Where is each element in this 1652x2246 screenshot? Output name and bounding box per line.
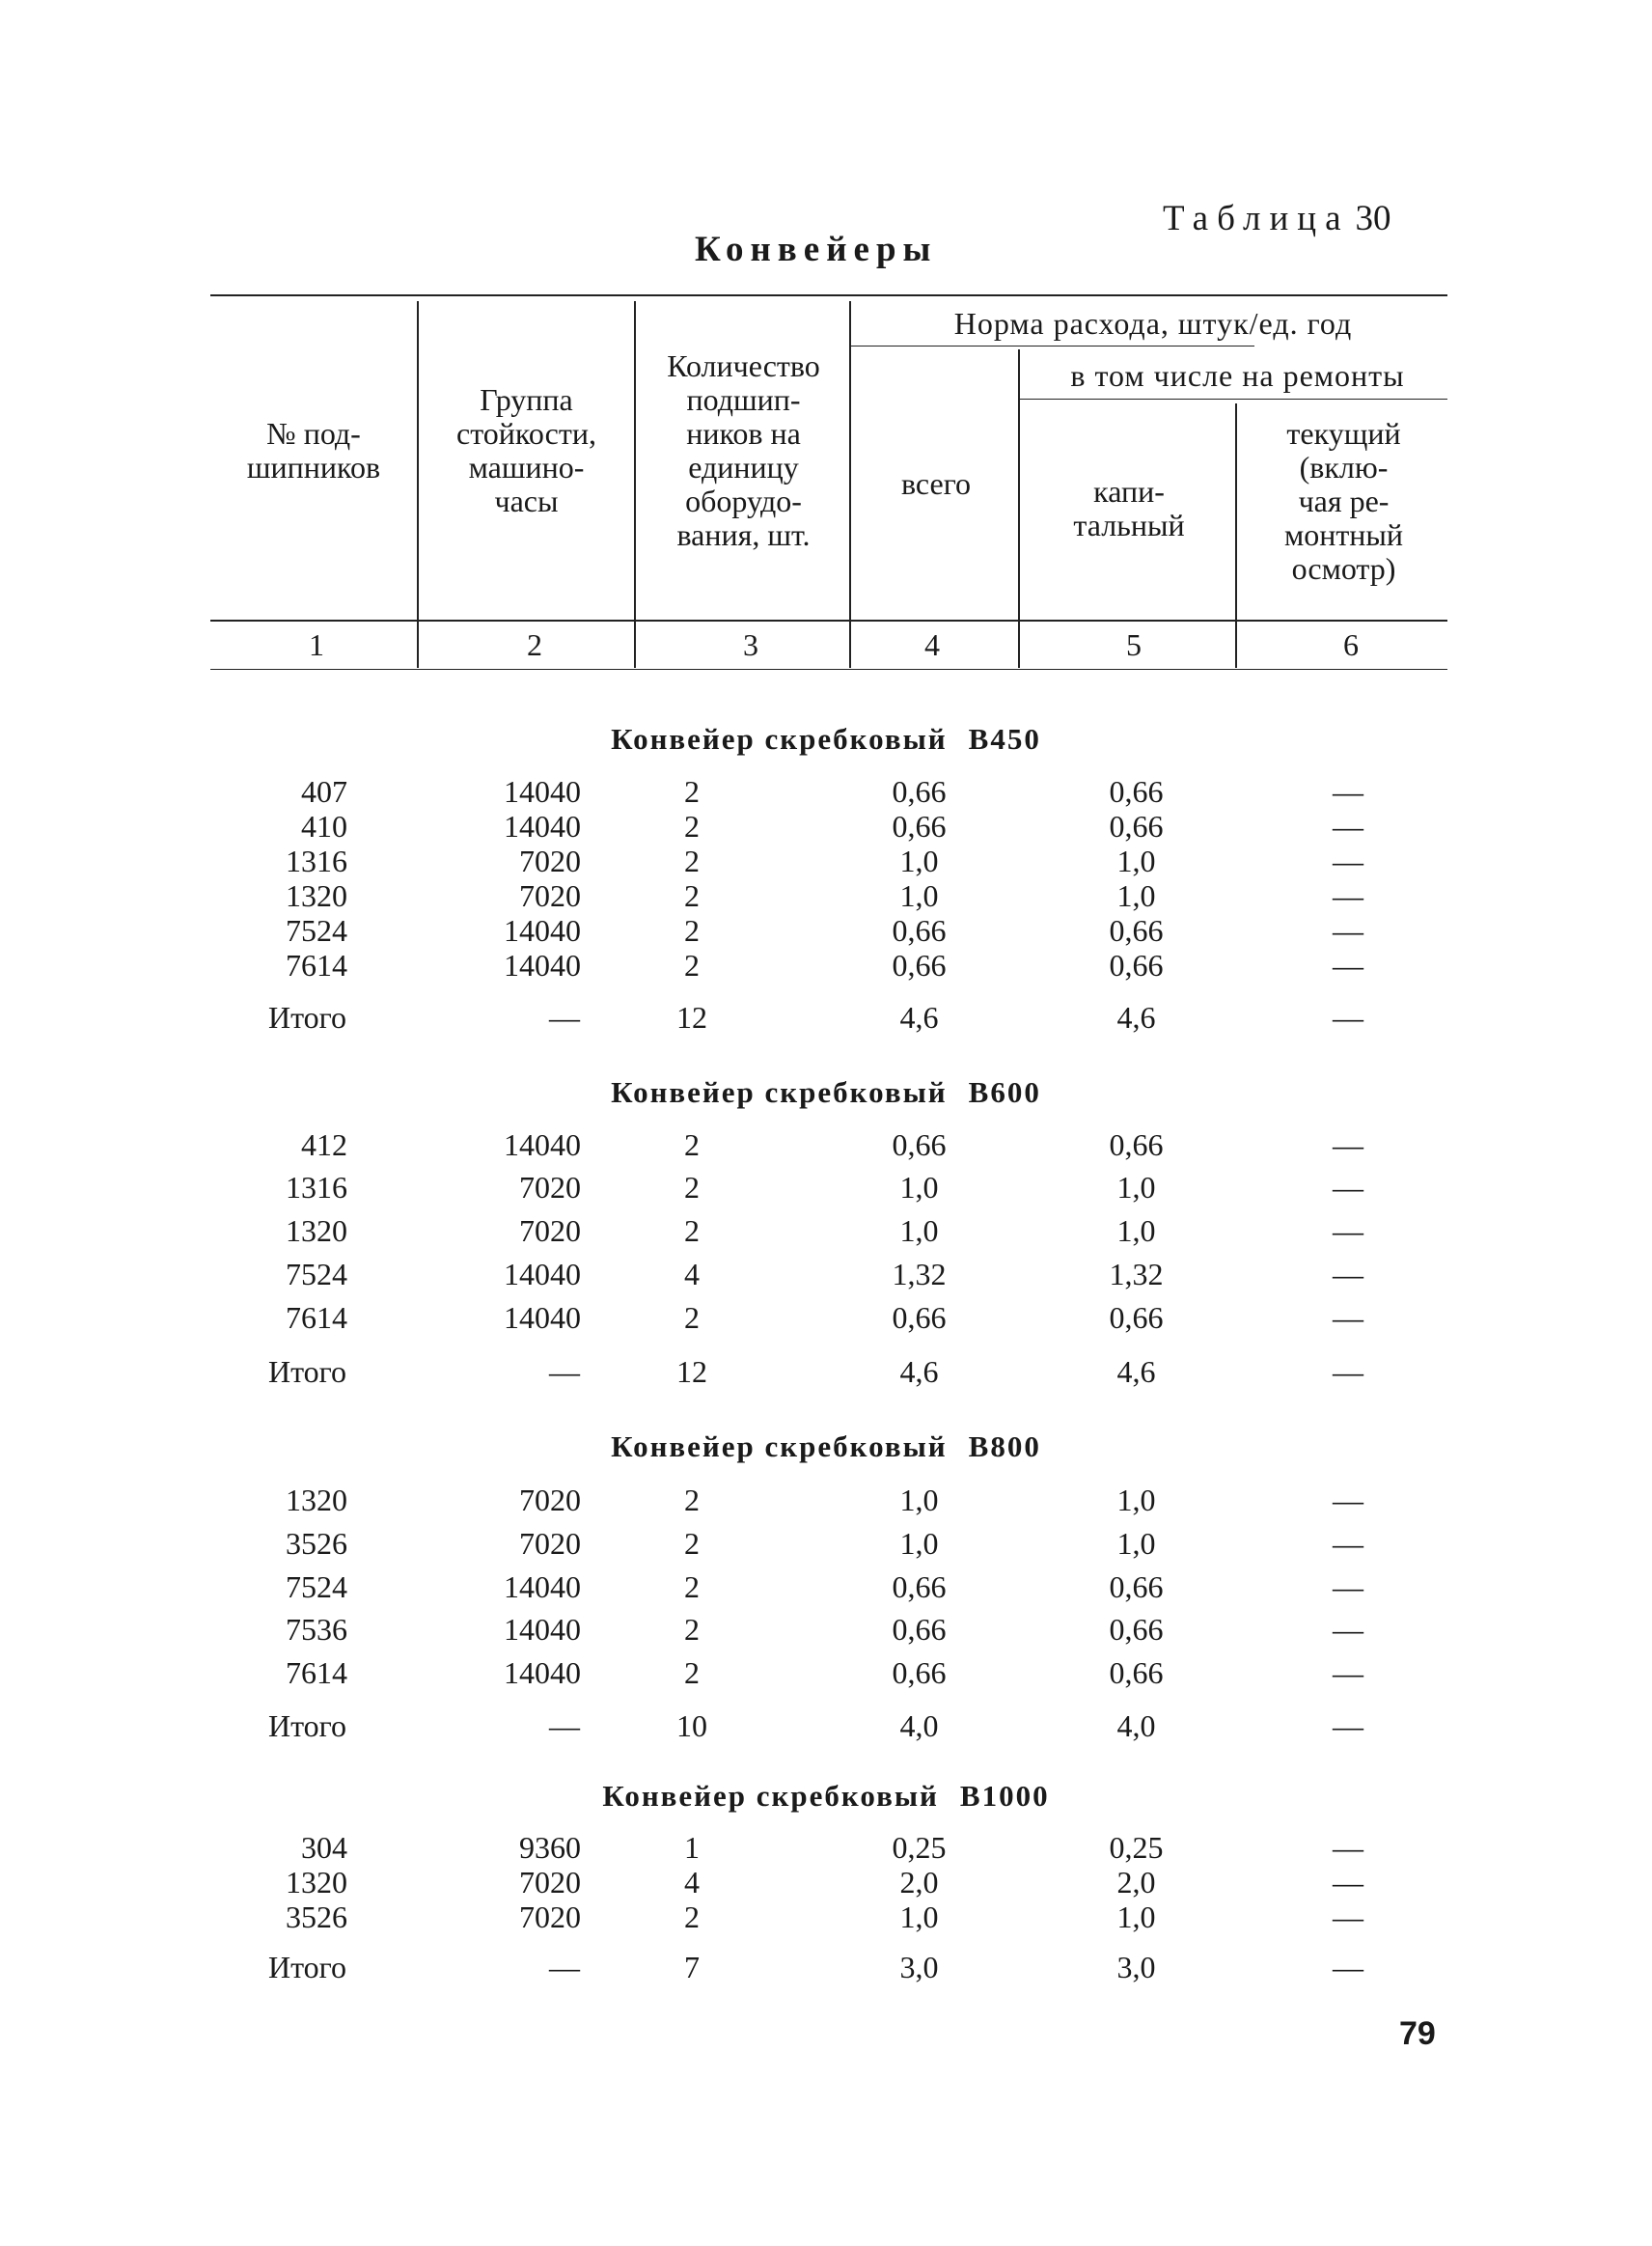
cell: 1,0 (1116, 1899, 1156, 1934)
table-row (0, 1213, 1652, 1246)
cell: 7020 (519, 844, 581, 878)
cell: — (1333, 774, 1363, 809)
cell: 7020 (519, 1865, 581, 1899)
cell: 1,0 (1116, 1213, 1156, 1248)
cell: — (1333, 1300, 1363, 1335)
cell: 0,66 (892, 809, 947, 844)
cell: 14040 (504, 1300, 581, 1335)
cell: 412 (301, 1127, 347, 1162)
cell: 0,25 (892, 1830, 947, 1865)
cell: 1,0 (899, 844, 939, 878)
col-divider-3 (849, 301, 851, 668)
header-col4: всего (900, 466, 972, 501)
cell: 4,0 (1116, 1708, 1156, 1743)
cell: 1320 (286, 1483, 347, 1517)
norm-underline (849, 346, 1254, 347)
total-row (0, 1950, 1652, 1983)
cell: 7614 (286, 1300, 347, 1335)
cell: — (549, 1950, 580, 1984)
cell: — (1333, 1612, 1363, 1647)
header-col6: текущий (вклю- чая ре- монтный осмотр) (1283, 416, 1404, 586)
cell: 2 (684, 1213, 700, 1248)
table-number: 30 (1355, 199, 1391, 238)
table-row (0, 844, 1652, 876)
cell: — (1333, 1708, 1363, 1743)
table-row (0, 809, 1652, 842)
cell: — (549, 1708, 580, 1743)
cell: 1320 (286, 1865, 347, 1899)
cell: 7020 (519, 1170, 581, 1205)
column-number-5: 5 (1126, 627, 1142, 662)
cell: 1,0 (899, 1170, 939, 1205)
section-title: Конвейер скребковый В800 (611, 1429, 1041, 1463)
cell: 3526 (286, 1899, 347, 1934)
cell: 1,0 (899, 1213, 939, 1248)
header-col2: Группа стойкости, машино- часы (456, 382, 596, 518)
cell: — (1333, 809, 1363, 844)
cell: 0,66 (1109, 809, 1164, 844)
cell: 1,0 (899, 878, 939, 913)
cell: — (1333, 1950, 1363, 1984)
cell: 1 (684, 1830, 700, 1865)
cell: — (1333, 1354, 1363, 1389)
cell: 1,32 (892, 1257, 947, 1291)
col-divider-2 (634, 301, 636, 668)
cell: 1316 (286, 1170, 347, 1205)
cell: 0,66 (1109, 913, 1164, 948)
cell: 1320 (286, 878, 347, 913)
cell: — (1333, 878, 1363, 913)
cell: 2 (684, 913, 700, 948)
col-divider-5 (1235, 403, 1237, 668)
cell: 0,66 (892, 1569, 947, 1604)
total-row (0, 1708, 1652, 1741)
cell: 14040 (504, 1655, 581, 1690)
column-number-4: 4 (924, 627, 940, 662)
column-numbers-rule (210, 669, 1447, 670)
cell: — (1333, 1569, 1363, 1604)
col-divider-4 (1018, 349, 1020, 668)
incl-underline (1018, 399, 1447, 400)
cell: 7524 (286, 913, 347, 948)
cell: — (1333, 1655, 1363, 1690)
cell: 2 (684, 1170, 700, 1205)
cell: — (1333, 948, 1363, 983)
cell: 7020 (519, 1483, 581, 1517)
cell: 7020 (519, 1213, 581, 1248)
total-row (0, 1354, 1652, 1387)
cell: 2 (684, 1569, 700, 1604)
cell: 7536 (286, 1612, 347, 1647)
cell: 0,66 (1109, 774, 1164, 809)
cell: — (1333, 1830, 1363, 1865)
cell: 0,66 (892, 1612, 947, 1647)
table-row (0, 948, 1652, 981)
cell: 4,6 (899, 1000, 939, 1035)
cell: 1316 (286, 844, 347, 878)
cell: 0,66 (892, 913, 947, 948)
cell: 410 (301, 809, 347, 844)
cell: 12 (676, 1354, 707, 1389)
cell: 1,0 (1116, 1526, 1156, 1561)
cell: 407 (301, 774, 347, 809)
cell: Итого (268, 1000, 346, 1035)
cell: 3,0 (899, 1950, 939, 1984)
cell: 14040 (504, 809, 581, 844)
cell: 2 (684, 774, 700, 809)
cell: — (1333, 844, 1363, 878)
table-row (0, 1865, 1652, 1898)
cell: 2 (684, 1655, 700, 1690)
header-bottom-rule (210, 620, 1447, 622)
col-divider-1 (417, 301, 419, 668)
cell: 0,66 (1109, 948, 1164, 983)
table-row (0, 1655, 1652, 1688)
cell: — (1333, 1000, 1363, 1035)
cell: 4 (684, 1257, 700, 1291)
cell: — (1333, 1170, 1363, 1205)
cell: 7524 (286, 1257, 347, 1291)
cell: 2 (684, 878, 700, 913)
cell: 0,66 (1109, 1655, 1164, 1690)
cell: 1,0 (899, 1899, 939, 1934)
table-label: Таблица 30 (1163, 199, 1391, 238)
table-row (0, 774, 1652, 807)
cell: 2,0 (1116, 1865, 1156, 1899)
cell: 14040 (504, 1257, 581, 1291)
cell: 1,0 (1116, 1483, 1156, 1517)
cell: 4,6 (1116, 1354, 1156, 1389)
cell: 7614 (286, 948, 347, 983)
cell: 1,0 (1116, 844, 1156, 878)
table-row (0, 878, 1652, 911)
cell: 0,66 (892, 1300, 947, 1335)
header-col3: Количество подшип- ников на единицу оборудо- вания, шт. (667, 348, 820, 552)
cell: 14040 (504, 1569, 581, 1604)
cell: 7524 (286, 1569, 347, 1604)
cell: 4,6 (1116, 1000, 1156, 1035)
cell: — (1333, 913, 1363, 948)
cell: — (1333, 1127, 1363, 1162)
cell: — (549, 1354, 580, 1389)
cell: 7614 (286, 1655, 347, 1690)
cell: — (1333, 1899, 1363, 1934)
cell: — (1333, 1257, 1363, 1291)
column-number-2: 2 (527, 627, 542, 662)
cell: 14040 (504, 774, 581, 809)
cell: 7020 (519, 878, 581, 913)
table-row (0, 913, 1652, 946)
table-row (0, 1300, 1652, 1333)
total-row (0, 1000, 1652, 1033)
cell: 14040 (504, 1127, 581, 1162)
cell: 0,25 (1109, 1830, 1164, 1865)
cell: Итого (268, 1708, 346, 1743)
cell: 0,66 (892, 948, 947, 983)
cell: 3,0 (1116, 1950, 1156, 1984)
table-row (0, 1830, 1652, 1863)
header-incl: в том числе на ремонты (1070, 358, 1405, 393)
cell: 1,0 (899, 1483, 939, 1517)
cell: 3526 (286, 1526, 347, 1561)
cell: 2 (684, 844, 700, 878)
cell: — (1333, 1483, 1363, 1517)
cell: 2 (684, 1127, 700, 1162)
cell: Итого (268, 1354, 346, 1389)
cell: — (1333, 1865, 1363, 1899)
cell: 2 (684, 1300, 700, 1335)
cell: 4,6 (899, 1354, 939, 1389)
cell: 7020 (519, 1899, 581, 1934)
cell: 10 (676, 1708, 707, 1743)
cell: 2 (684, 1899, 700, 1934)
cell: 7 (684, 1950, 700, 1984)
cell: 1,0 (1116, 1170, 1156, 1205)
header-top-rule (210, 294, 1447, 296)
column-number-6: 6 (1343, 627, 1359, 662)
cell: 0,66 (892, 1127, 947, 1162)
cell: — (1333, 1213, 1363, 1248)
cell: — (1333, 1526, 1363, 1561)
cell: 2 (684, 809, 700, 844)
cell: 2,0 (899, 1865, 939, 1899)
cell: 14040 (504, 948, 581, 983)
cell: 0,66 (892, 1655, 947, 1690)
table-row (0, 1170, 1652, 1203)
cell: 9360 (519, 1830, 581, 1865)
header-norm: Норма расхода, штук/ед. год (953, 306, 1353, 341)
section-title: Конвейер скребковый В600 (611, 1075, 1041, 1109)
cell: 4 (684, 1865, 700, 1899)
cell: 4,0 (899, 1708, 939, 1743)
table-row (0, 1257, 1652, 1289)
page-number: 79 (1399, 2015, 1436, 2052)
cell: 1,0 (1116, 878, 1156, 913)
table-row (0, 1899, 1652, 1932)
table-row (0, 1483, 1652, 1515)
cell: 12 (676, 1000, 707, 1035)
table-row (0, 1612, 1652, 1645)
section-title: Конвейер скребковый В450 (611, 722, 1041, 756)
cell: 0,66 (1109, 1300, 1164, 1335)
cell: 0,66 (1109, 1127, 1164, 1162)
section-title: Конвейер скребковый В1000 (602, 1779, 1050, 1813)
header-col5: капи- тальный (1073, 474, 1185, 542)
cell: 304 (301, 1830, 347, 1865)
cell: 1,32 (1109, 1257, 1164, 1291)
cell: 14040 (504, 913, 581, 948)
cell: 0,66 (1109, 1569, 1164, 1604)
cell: 0,66 (1109, 1612, 1164, 1647)
cell: 7020 (519, 1526, 581, 1561)
header-col1: № под- шипников (246, 416, 381, 485)
cell: 0,66 (892, 774, 947, 809)
cell: Итого (268, 1950, 346, 1984)
cell: — (549, 1000, 580, 1035)
column-number-3: 3 (743, 627, 758, 662)
cell: 1320 (286, 1213, 347, 1248)
cell: 2 (684, 948, 700, 983)
table-row (0, 1526, 1652, 1559)
table-row (0, 1569, 1652, 1602)
table-row (0, 1127, 1652, 1160)
cell: 2 (684, 1612, 700, 1647)
cell: 1,0 (899, 1526, 939, 1561)
cell: 2 (684, 1526, 700, 1561)
cell: 2 (684, 1483, 700, 1517)
page-title: Конвейеры (695, 230, 938, 269)
cell: 14040 (504, 1612, 581, 1647)
column-number-1: 1 (309, 627, 324, 662)
